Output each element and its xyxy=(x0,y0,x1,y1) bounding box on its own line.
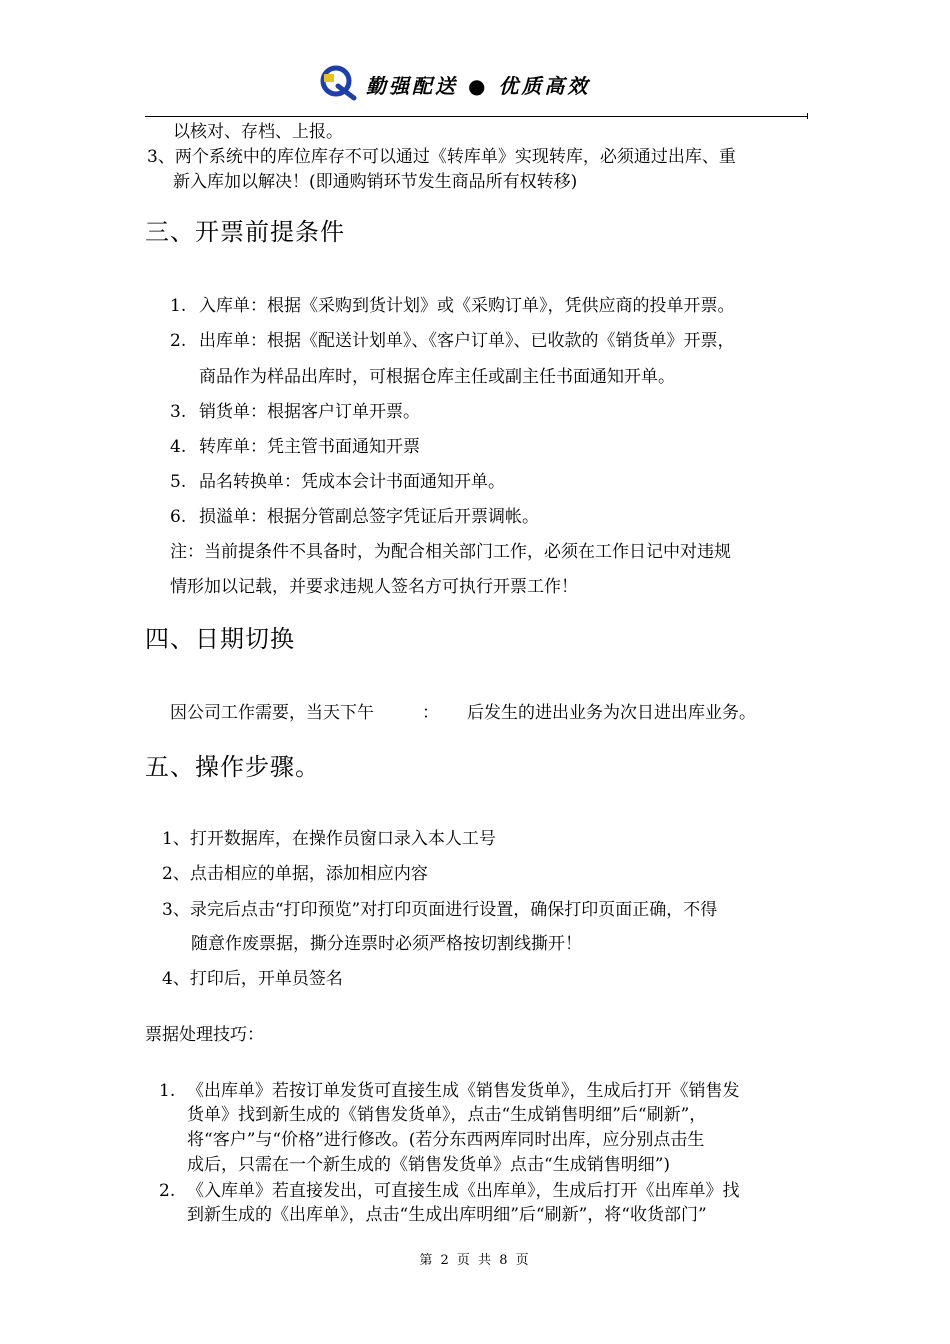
list-item-number: 1. xyxy=(170,296,187,316)
section-4-heading: 四、日期切换 xyxy=(145,625,295,653)
step-2: 2、点击相应的单据，添加相应内容 xyxy=(162,864,428,884)
section-3-heading: 三、开票前提条件 xyxy=(145,218,345,246)
step-3-line-1: 3、录完后点击“打印预览”对打印页面进行设置，确保打印页面正确，不得 xyxy=(162,900,718,920)
step-1: 1、打开数据库，在操作员窗口录入本人工号 xyxy=(162,829,496,849)
list-item: 损溢单：根据分管副总签字凭证后开票调帐。 xyxy=(199,507,539,527)
tip-2-number: 2. xyxy=(159,1181,176,1201)
step-3-line-2: 随意作废票据，撕分连票时必须严格按切割线撕开！ xyxy=(191,934,582,954)
company-logo xyxy=(318,64,358,104)
list-item: 入库单：根据《采购到货计划》或《采购订单》，凭供应商的投单开票。 xyxy=(199,296,735,316)
list-item-number: 4. xyxy=(170,437,187,457)
step-4: 4、打印后，开单员签名 xyxy=(162,969,343,989)
list-item-continuation: 商品作为样品出库时，可根据仓库主任或副主任书面通知开单。 xyxy=(199,367,675,387)
tip-1-line: 《出库单》若按订单发货可直接生成《销售发货单》，生成后打开《销售发 xyxy=(187,1081,740,1101)
header-slogan: 勤强配送 ● 优质高效 xyxy=(366,74,591,98)
tip-1-number: 1. xyxy=(159,1081,176,1101)
page-header xyxy=(318,62,618,106)
list-item: 销货单：根据客户订单开票。 xyxy=(199,402,420,422)
tips-heading: 票据处理技巧： xyxy=(145,1025,264,1045)
section-5-heading: 五、操作步骤。 xyxy=(145,753,320,781)
list-item: 品名转换单：凭成本会计书面通知开单。 xyxy=(199,472,505,492)
note-line-1: 注：当前提条件不具备时，为配合相关部门工作，必须在工作日记中对违规 xyxy=(170,542,731,562)
date-switch-text-b: 后发生的进出业务为次日进出库业务。 xyxy=(467,703,756,723)
note-line-2: 情形加以记载，并要求违规人签名方可执行开票工作！ xyxy=(170,577,578,597)
list-item-number: 5. xyxy=(170,472,187,492)
list-item-number: 2. xyxy=(170,331,187,351)
tip-1-line: 成后，只需在一个新生成的《销售发货单》点击“生成销售明细”) xyxy=(187,1155,671,1175)
list-item-number: 3. xyxy=(170,402,187,422)
date-switch-colon: ： xyxy=(422,703,439,723)
tip-2-line: 《入库单》若直接发出，可直接生成《出库单》，生成后打开《出库单》找 xyxy=(187,1181,740,1201)
item-3-line-1: 3、两个系统中的库位库存不可以通过《转库单》实现转库，必须通过出库、重 xyxy=(147,147,736,167)
tip-1-line: 将“客户”与“价格”进行修改。(若分东西两库同时出库，应分别点击生 xyxy=(187,1130,705,1150)
list-item-number: 6. xyxy=(170,507,187,527)
header-rule xyxy=(145,116,807,117)
item-3-line-2: 新入库加以解决！(即通购销环节发生商品所有权转移) xyxy=(173,172,578,192)
tip-1-line: 货单》找到新生成的《销售发货单》，点击“生成销售明细”后“刷新”， xyxy=(187,1105,707,1125)
list-item: 转库单：凭主管书面通知开票 xyxy=(199,437,420,457)
continuation-line: 以核对、存档、上报。 xyxy=(173,122,343,142)
list-item: 出库单：根据《配送计划单》、《客户订单》、已收款的《销货单》开票， xyxy=(199,331,735,351)
header-rule-end xyxy=(807,113,808,119)
date-switch-text-a: 因公司工作需要，当天下午 xyxy=(170,703,374,723)
tip-2-line: 到新生成的《出库单》，点击“生成出库明细”后“刷新”，将“收货部门” xyxy=(187,1205,707,1225)
page-number: 第 2 页 共 8 页 xyxy=(419,1253,531,1268)
